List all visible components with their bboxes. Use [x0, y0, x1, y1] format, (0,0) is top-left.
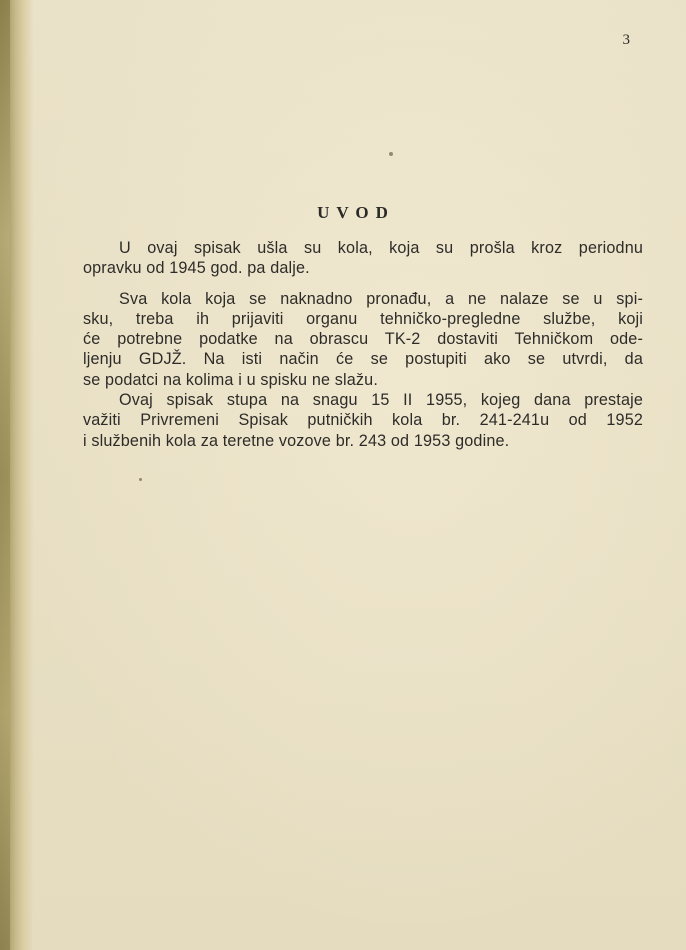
paper-speck: [389, 152, 393, 156]
text-line: ljenju GDJŽ. Na isti način će se postupiti ako se utvrdi, da: [83, 350, 643, 369]
binding-edge: [0, 0, 10, 950]
text-line: se podatci na kolima i u spisku ne slažu.: [83, 370, 378, 389]
text-line: U ovaj spisak ušla su kola, koja su prošla kroz periodnu: [119, 239, 643, 257]
text-line: važiti Privremeni Spisak putničkih kola br. 241-241u od 1952: [83, 411, 643, 430]
text-line: će potrebne podatke na obrascu TK-2 dostaviti Tehničkom ode-: [83, 330, 643, 349]
paragraph-2: [83, 289, 643, 390]
text-line: opravku od 1945 god. pa dalje.: [83, 259, 310, 278]
section-heading: UVOD: [317, 203, 395, 222]
paper-speck: [139, 478, 142, 481]
page-number: 3: [622, 32, 630, 48]
text-line: i službenih kola za teretne vozove br. 243 od 1953 godine.: [83, 431, 510, 450]
text-line: Sva kola koja se naknadno pronađu, a ne nalaze se u spi-: [119, 289, 643, 308]
intro-body: [83, 238, 643, 451]
paragraph-1: [83, 238, 643, 279]
paragraph-3: [83, 390, 643, 451]
text-line: sku, treba ih prijaviti organu tehničko-pregledne službe, koji: [83, 309, 643, 328]
text-line: Ovaj spisak stupa na snagu 15 II 1955, kojeg dana prestaje: [119, 391, 643, 410]
